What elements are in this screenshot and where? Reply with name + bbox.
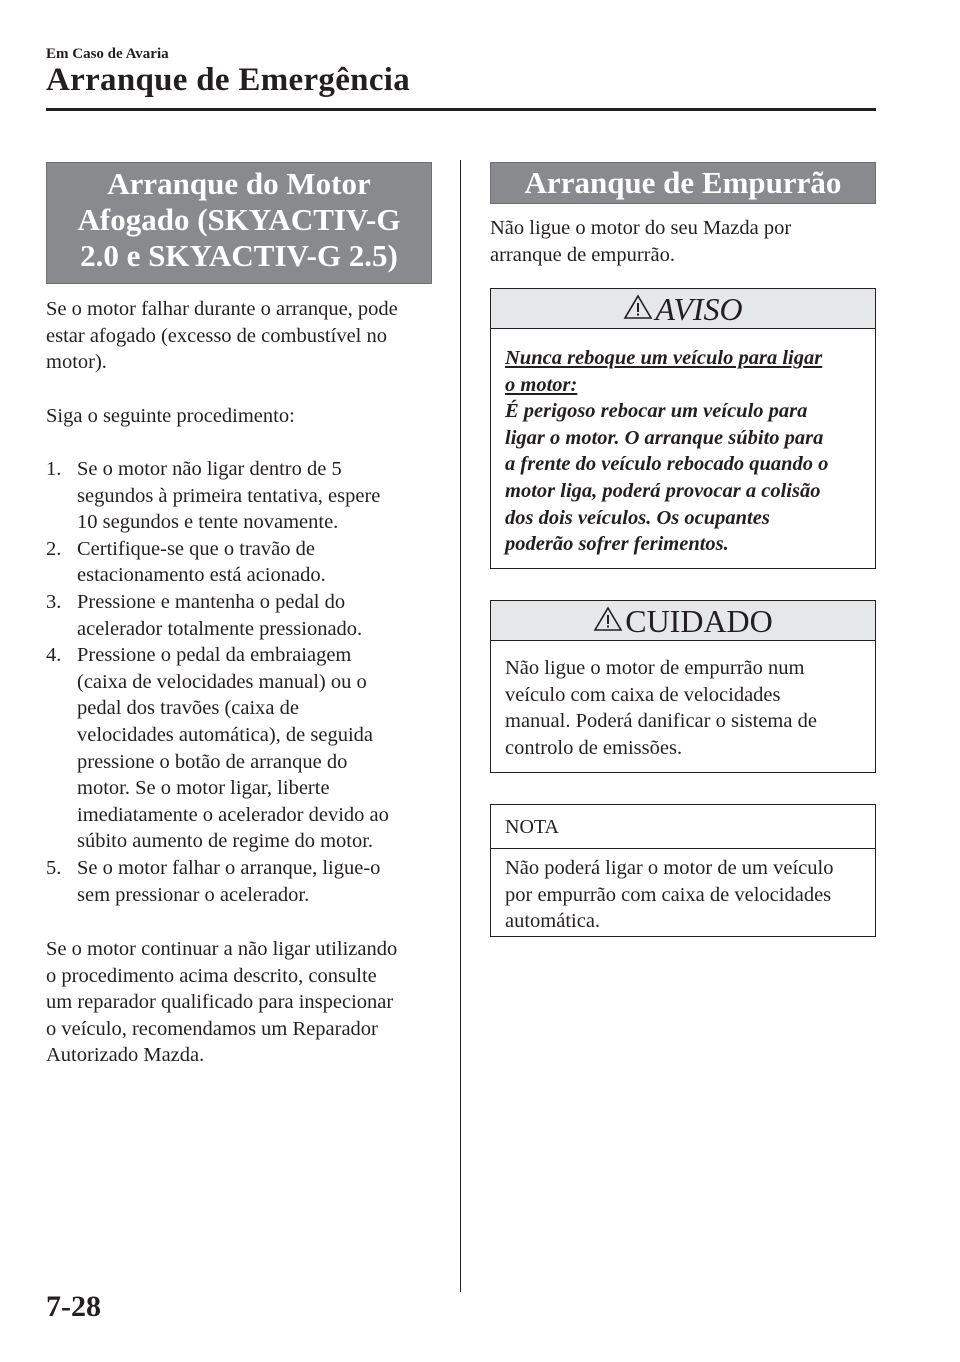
caution-box <box>490 600 876 773</box>
text-line: a frente do veículo rebocado quando o <box>505 453 829 476</box>
step-text: súbito aumento de regime do motor. <box>77 830 374 853</box>
text-line: ligar o motor. O arranque súbito para <box>505 426 824 449</box>
step-text: pedal dos travões (caixa de <box>77 697 299 720</box>
procedure-label <box>46 403 295 430</box>
text-line: Não ligue o motor do seu Mazda por <box>490 217 792 239</box>
text-line: Se o motor falhar durante o arranque, pode <box>46 298 398 320</box>
warning-box <box>490 288 876 569</box>
section-banner-flooded-engine <box>46 162 432 284</box>
text-line: Não poderá ligar o motor de um veículo <box>505 857 834 879</box>
text-line: por empurrão com caixa de velocidades <box>505 883 832 906</box>
warning-text <box>491 329 875 558</box>
banner-line: Arranque de Empurrão <box>524 165 842 200</box>
list-item <box>46 589 446 642</box>
text-line: Autorizado Mazda. <box>46 1044 205 1067</box>
step-text: Pressione o pedal da embraiagem <box>77 644 352 667</box>
text-line: arranque de empurrão. <box>490 243 675 266</box>
text-line: controlo de emissões. <box>505 736 683 759</box>
step-text: 10 segundos e tente novamente. <box>77 511 339 534</box>
step-text: acelerador totalmente pressionado. <box>77 617 363 640</box>
text-line: motor liga, poderá provocar a colisão <box>505 479 821 502</box>
warning-title: AVISO <box>655 291 743 327</box>
warning-triangle-icon <box>623 289 653 329</box>
section-label: Em Caso de Avaria <box>46 46 169 62</box>
step-text: velocidades automática), de seguida <box>77 723 373 746</box>
text-line: estar afogado (excesso de combustível no <box>46 324 387 347</box>
caution-title: CUIDADO <box>625 603 773 639</box>
text-line: veículo com caixa de velocidades <box>505 683 781 706</box>
text-line: dos dois veículos. Os ocupantes <box>505 506 770 529</box>
step-number: 2. <box>46 537 62 560</box>
banner-line: Afogado (SKYACTIV-G <box>77 202 401 237</box>
intro-paragraph <box>46 296 398 376</box>
step-text: Se o motor não ligar dentro de 5 <box>77 458 342 480</box>
caution-header <box>491 601 875 641</box>
step-text: estacionamento está acionado. <box>77 564 326 587</box>
step-text: Se o motor falhar o arranque, ligue-o <box>77 856 381 879</box>
step-text: motor. Se o motor ligar, liberte <box>77 777 330 800</box>
note-text <box>491 849 875 935</box>
push-start-intro <box>490 215 791 268</box>
text-line: Se o motor continuar a não ligar utilizando <box>46 938 398 960</box>
list-item <box>46 536 446 589</box>
list-item <box>46 642 446 855</box>
step-text: Certifique-se que o travão de <box>77 537 315 560</box>
warning-header <box>491 289 875 329</box>
text-line: um reparador qualificado para inspecionar <box>46 991 394 1014</box>
step-text: (caixa de velocidades manual) ou o <box>77 670 367 693</box>
list-item <box>46 855 446 908</box>
text-line: o motor: <box>505 373 578 396</box>
caution-text <box>491 641 875 761</box>
warning-triangle-icon <box>593 601 623 641</box>
text-line: o procedimento acima descrito, consulte <box>46 964 377 987</box>
text-line: Siga o seguinte procedimento: <box>46 405 295 427</box>
text-line: É perigoso rebocar um veículo para <box>505 400 808 423</box>
closing-paragraph <box>46 936 397 1069</box>
text-line: automática. <box>505 910 601 933</box>
banner-line: Arranque do Motor <box>107 166 371 201</box>
note-box <box>490 804 876 937</box>
step-number: 3. <box>46 590 62 613</box>
step-text: Pressione e mantenha o pedal do <box>77 590 346 613</box>
text-line: Não ligue o motor de empurrão num <box>505 657 805 679</box>
text-line: Nunca reboque um veículo para ligar <box>505 347 823 369</box>
page-number: 7-28 <box>46 1290 101 1323</box>
note-header <box>491 805 875 849</box>
step-number: 4. <box>46 644 62 667</box>
note-title: NOTA <box>505 816 559 838</box>
text-line: motor). <box>46 351 107 374</box>
step-number: 1. <box>46 458 62 480</box>
step-text: sem pressionar o acelerador. <box>77 883 310 906</box>
text-line: manual. Poderá danificar o sistema de <box>505 710 817 733</box>
step-number: 5. <box>46 856 62 879</box>
step-text: imediatamente o acelerador devido ao <box>77 803 389 826</box>
list-item <box>46 456 446 536</box>
step-text: segundos à primeira tentativa, espere <box>77 484 381 507</box>
step-text: pressione o botão de arranque do <box>77 750 348 773</box>
page-title: Arranque de Emergência <box>46 62 411 98</box>
procedure-steps <box>46 456 446 908</box>
column-divider <box>460 160 461 1292</box>
banner-line: 2.0 e SKYACTIV-G 2.5) <box>80 238 398 273</box>
header-rule <box>46 108 876 111</box>
text-line: o veículo, recomendamos um Reparador <box>46 1017 378 1040</box>
text-line: poderão sofrer ferimentos. <box>505 533 729 556</box>
section-banner-push-start <box>490 162 876 204</box>
